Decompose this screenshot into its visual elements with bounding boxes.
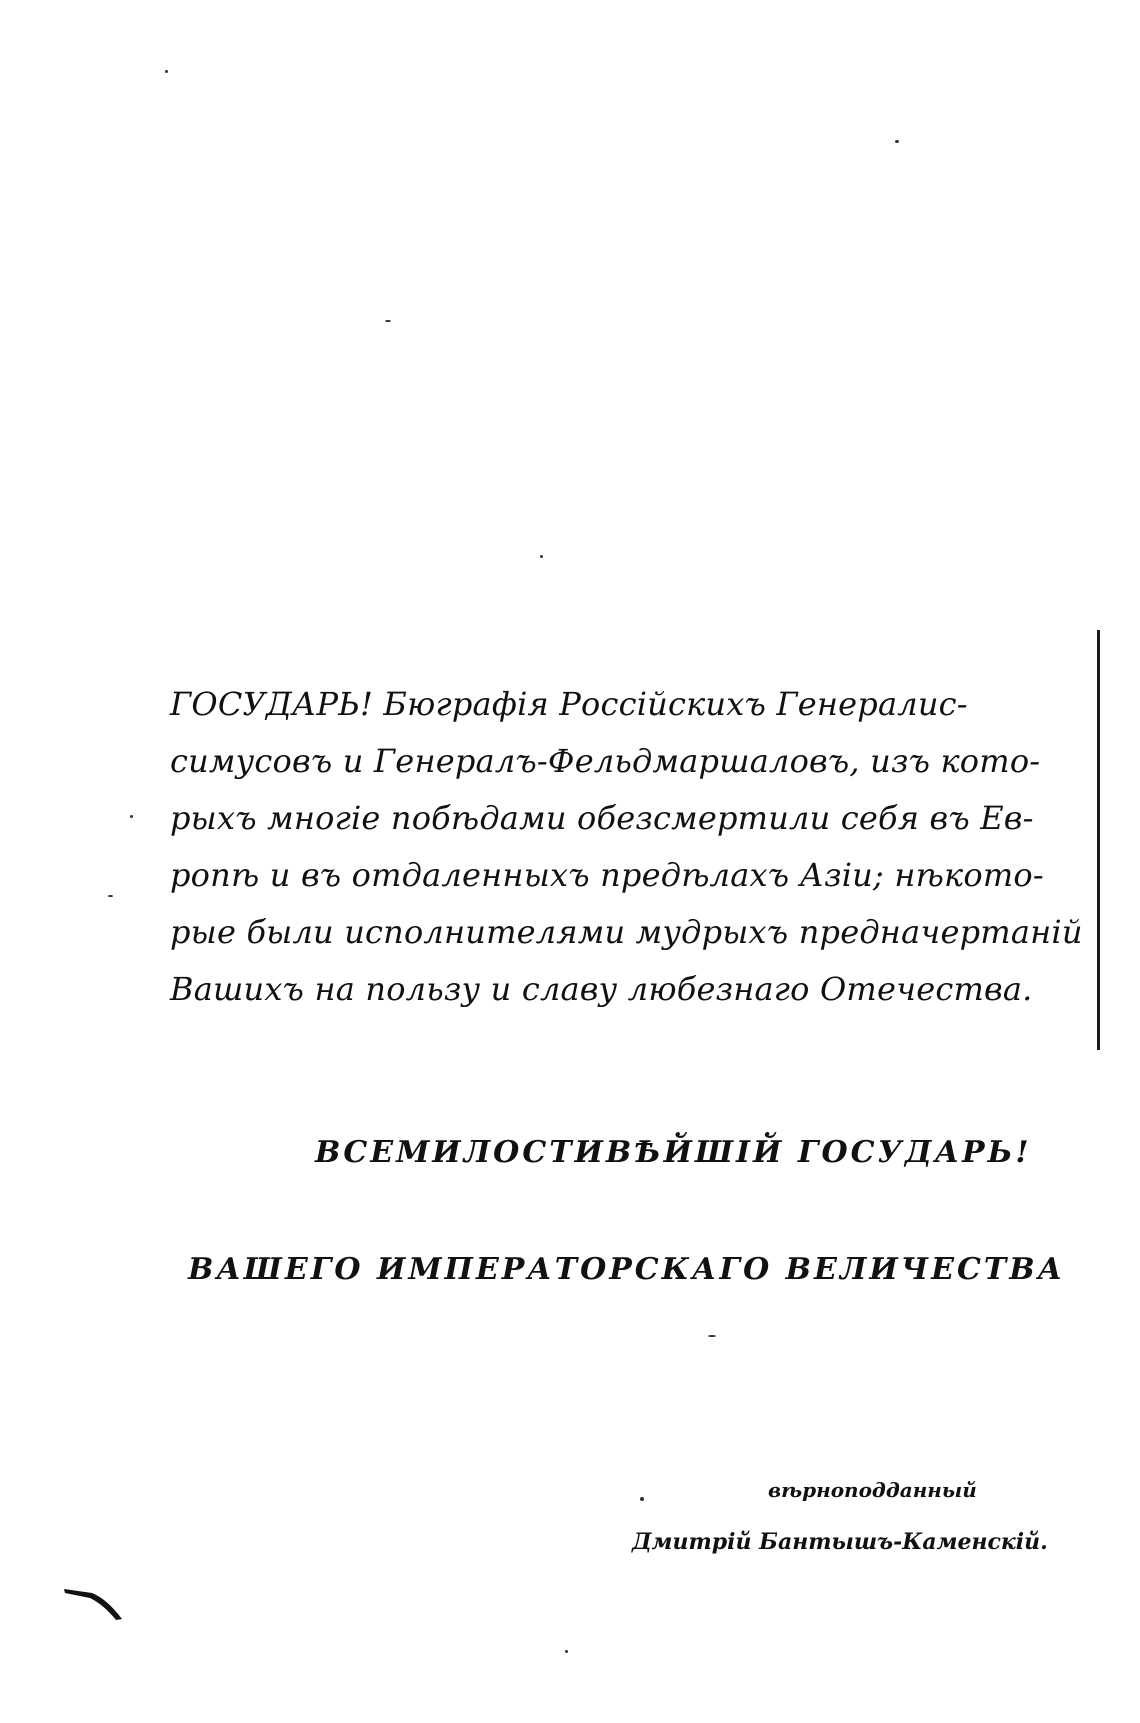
- majesty-heading: ВАШЕГО ИМПЕРАТОРСКАГО ВЕЛИЧЕСТВА: [188, 1252, 1065, 1287]
- scan-speck: [130, 815, 133, 818]
- author-signature: Дмитрій Бантышъ-Каменскій.: [632, 1529, 1048, 1555]
- scan-speck: [708, 1335, 716, 1337]
- dedication-line: ропѣ и въ отдаленныхъ предѣлахъ Азіи; нѣкото-: [170, 856, 1044, 894]
- scan-speck: [108, 895, 113, 897]
- scan-speck: [565, 1650, 568, 1653]
- page-edge-rule: [1097, 630, 1100, 1050]
- scan-speck: [540, 555, 543, 558]
- scan-speck: [165, 70, 168, 73]
- dedication-line: рыхъ многіе побѣдами обезсмертили себя въ Ев-: [170, 799, 1034, 837]
- dedication-line: Вашихъ на пользу и славу любезнаго Отечества.: [170, 970, 1033, 1008]
- dedication-line: симусовъ и Генералъ-Фельдмаршаловъ, изъ кото-: [170, 742, 1041, 780]
- scan-speck: [895, 140, 899, 143]
- scan-speck: [640, 1497, 644, 1501]
- scan-speck: [385, 320, 391, 322]
- dedication-paragraph: [170, 676, 1083, 1018]
- loyal-subject-label: вѣрноподданный: [768, 1478, 977, 1502]
- salutation-heading: ВСЕМИЛОСТИВѢЙШІЙ ГОСУДАРЬ!: [315, 1135, 1032, 1170]
- dedication-line: ГОСУДАРЬ! Бюграфія Россійскихъ Генералис-: [170, 685, 968, 723]
- dedication-line: рые были исполнителями мудрыхъ предначертаній: [170, 913, 1083, 951]
- ink-stroke-mark: [62, 1585, 132, 1625]
